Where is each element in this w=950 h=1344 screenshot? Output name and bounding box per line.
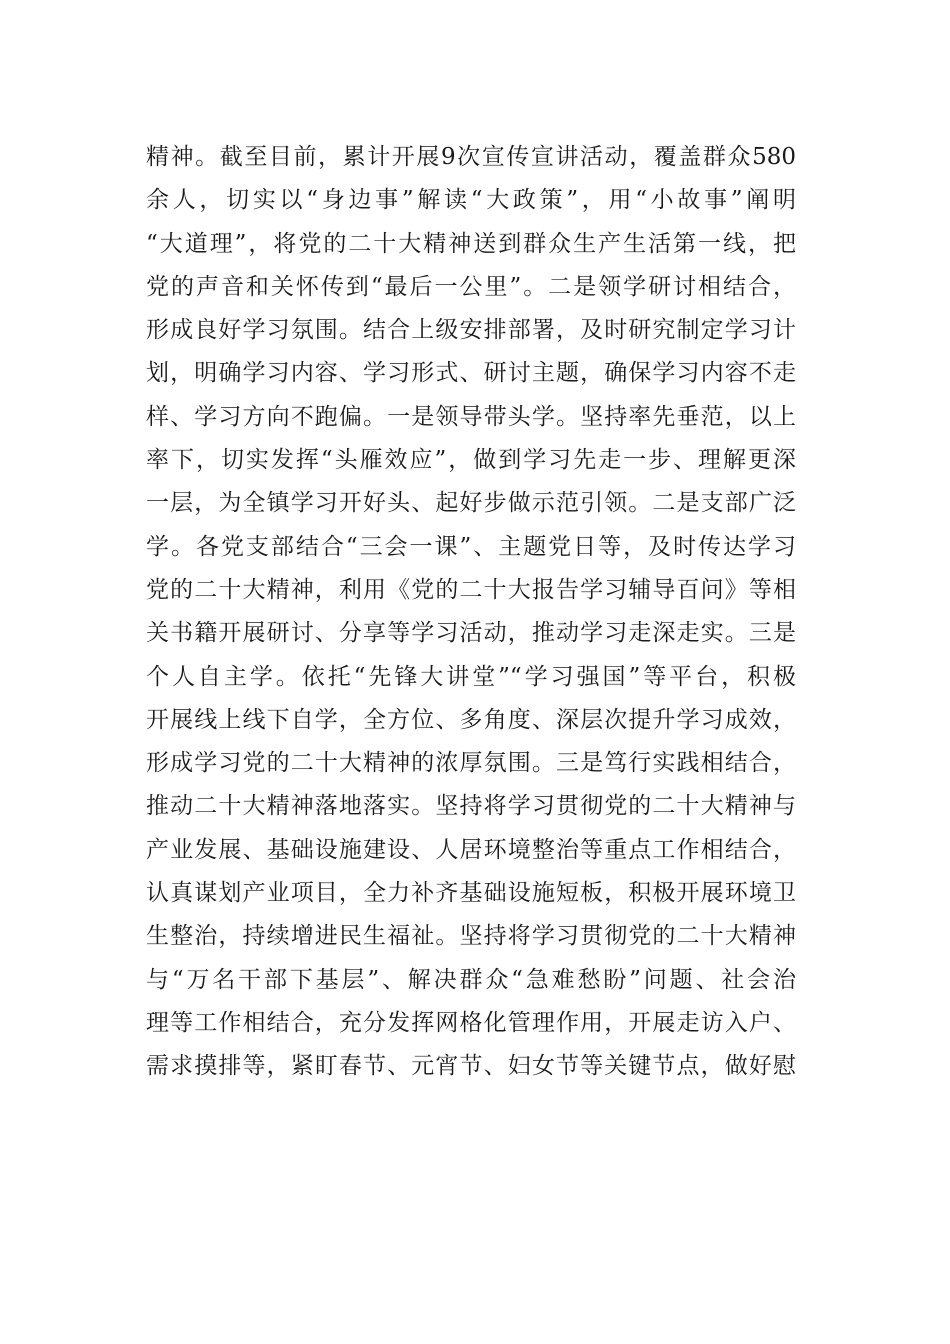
text-line: 关书籍开展研讨、分享等学习活动，推动学习走深走实。三是 <box>146 620 796 647</box>
text-line: 推动二十大精神落地落实。坚持将学习贯彻党的二十大精神与 <box>146 793 796 820</box>
text-line: 划，明确学习内容、学习形式、研讨主题，确保学习内容不走 <box>146 360 796 387</box>
text-line: 个人自主学。依托“先锋大讲堂”“学习强国”等平台，积极 <box>146 663 796 690</box>
text-line: 样、学习方向不跑偏。一是领导带头学。坚持率先垂范，以上 <box>146 403 796 430</box>
text-line: 余人，切实以“身边事”解读“大政策”，用“小故事”阐明 <box>146 187 796 214</box>
text-line: 党的声音和关怀传到“最后一公里”。二是领学研讨相结合， <box>146 273 796 300</box>
text-line: 理等工作相结合，充分发挥网格化管理作用，开展走访入户、 <box>146 1009 796 1036</box>
body-text <box>146 136 796 1089</box>
text-line: 党的二十大精神，利用《党的二十大报告学习辅导百问》等相 <box>146 576 796 603</box>
text-line: 生整治，持续增进民生福祉。坚持将学习贯彻党的二十大精神 <box>146 923 796 950</box>
text-line: 认真谋划产业项目，全力补齐基础设施短板，积极开展环境卫 <box>146 880 796 907</box>
text-line: 精神。截至目前，累计开展9次宣传宣讲活动，覆盖群众580 <box>146 144 796 170</box>
text-line: 产业发展、基础设施建设、人居环境整治等重点工作相结合， <box>146 836 796 863</box>
text-line: 形成学习党的二十大精神的浓厚氛围。三是笃行实践相结合， <box>146 750 796 777</box>
text-line: 率下，切实发挥“头雁效应”，做到学习先走一步、理解更深 <box>146 447 796 474</box>
text-line: 与“万名干部下基层”、解决群众“急难愁盼”问题、社会治 <box>146 966 796 993</box>
text-line: 一层，为全镇学习开好头、起好步做示范引领。二是支部广泛 <box>146 490 796 517</box>
text-line: 形成良好学习氛围。结合上级安排部署，及时研究制定学习计 <box>146 317 796 344</box>
text-line: 学。各党支部结合“三会一课”、主题党日等，及时传达学习 <box>146 533 796 560</box>
text-line: 开展线上线下自学，全方位、多角度、深层次提升学习成效， <box>146 706 796 733</box>
text-line: “大道理”，将党的二十大精神送到群众生产生活第一线，把 <box>146 230 796 257</box>
text-line: 需求摸排等，紧盯春节、元宵节、妇女节等关键节点，做好慰 <box>146 1053 796 1080</box>
